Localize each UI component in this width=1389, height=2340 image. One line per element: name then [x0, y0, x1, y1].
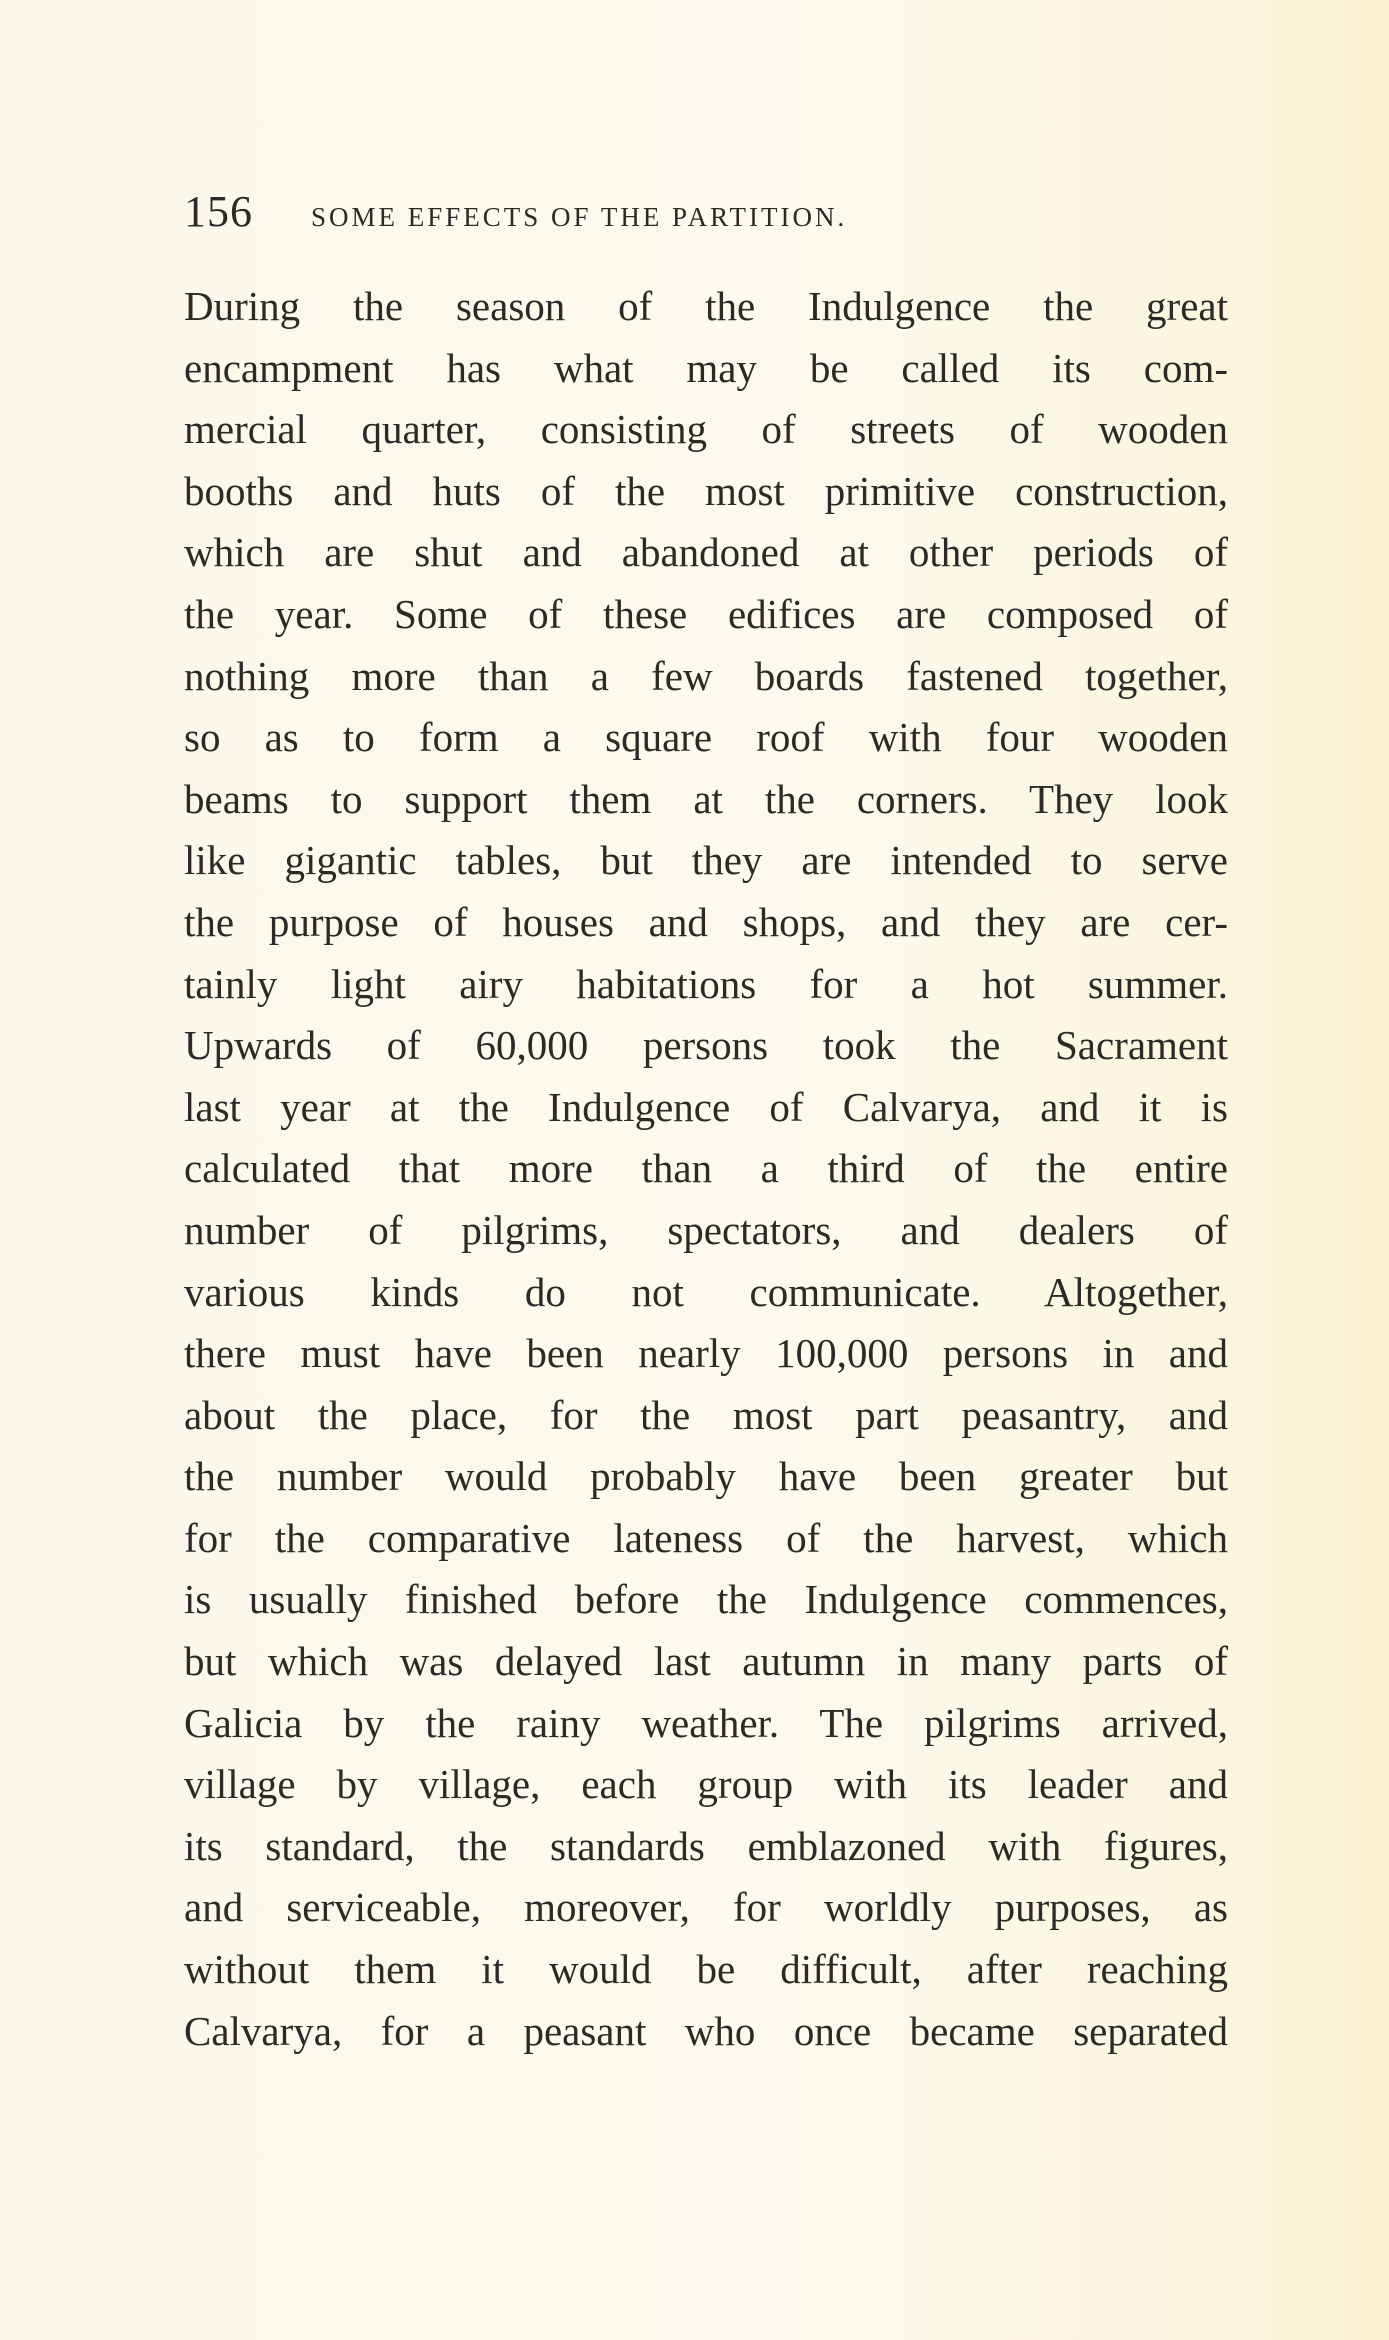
text-line: the year. Some of these edifices are composed of [184, 590, 1228, 637]
text-line: tainly light airy habitations for a hot summer. [184, 960, 1228, 1007]
text-line: number of pilgrims, spectators, and dealers of [184, 1206, 1228, 1253]
text-line: beams to support them at the corners. They look [184, 775, 1228, 822]
text-line: mercial quarter, consisting of streets of wooden [184, 406, 1228, 453]
text-line: for the comparative lateness of the harvest, which [184, 1514, 1228, 1561]
text-line: without them it would be difficult, after reaching [184, 1946, 1228, 1993]
text-line: and serviceable, moreover, for worldly purposes, as [184, 1884, 1228, 1931]
text-line: last year at the Indulgence of Calvarya, and it is [184, 1083, 1228, 1130]
text-line: encampment has what may be called its com- [184, 344, 1228, 391]
text-line: calculated that more than a third of the entire [184, 1145, 1228, 1192]
text-line: Upwards of 60,000 persons took the Sacrament [184, 1022, 1228, 1069]
running-header [184, 186, 1084, 236]
text-line: booths and huts of the most primitive construction, [184, 467, 1228, 514]
text-line: nothing more than a few boards fastened together, [184, 652, 1228, 699]
text-line: is usually finished before the Indulgence commences, [184, 1576, 1228, 1623]
text-line: which are shut and abandoned at other periods of [184, 529, 1228, 576]
text-line: like gigantic tables, but they are intended to serve [184, 837, 1228, 884]
text-line: its standard, the standards emblazoned with figures, [184, 1822, 1228, 1869]
text-line: various kinds do not communicate. Altogether, [184, 1268, 1228, 1315]
text-line: village by village, each group with its leader and [184, 1761, 1228, 1808]
text-line: about the place, for the most part peasantry, and [184, 1391, 1228, 1438]
text-line: there must have been nearly 100,000 persons in and [184, 1330, 1228, 1377]
text-line: so as to form a square roof with four wooden [184, 714, 1228, 761]
text-line: Galicia by the rainy weather. The pilgrims arrived, [184, 1699, 1228, 1746]
text-line: During the season of the Indulgence the great [184, 283, 1228, 329]
text-line: the number would probably have been greater but [184, 1453, 1228, 1500]
body-text [184, 276, 1228, 2062]
text-line: but which was delayed last autumn in many parts of [184, 1638, 1228, 1685]
text-line: the purpose of houses and shops, and they are cer- [184, 898, 1228, 945]
page-number: 156 [184, 187, 253, 236]
text-line: Calvarya, for a peasant who once became separated [184, 2007, 1228, 2054]
running-title: SOME EFFECTS OF THE PARTITION. [311, 202, 848, 232]
